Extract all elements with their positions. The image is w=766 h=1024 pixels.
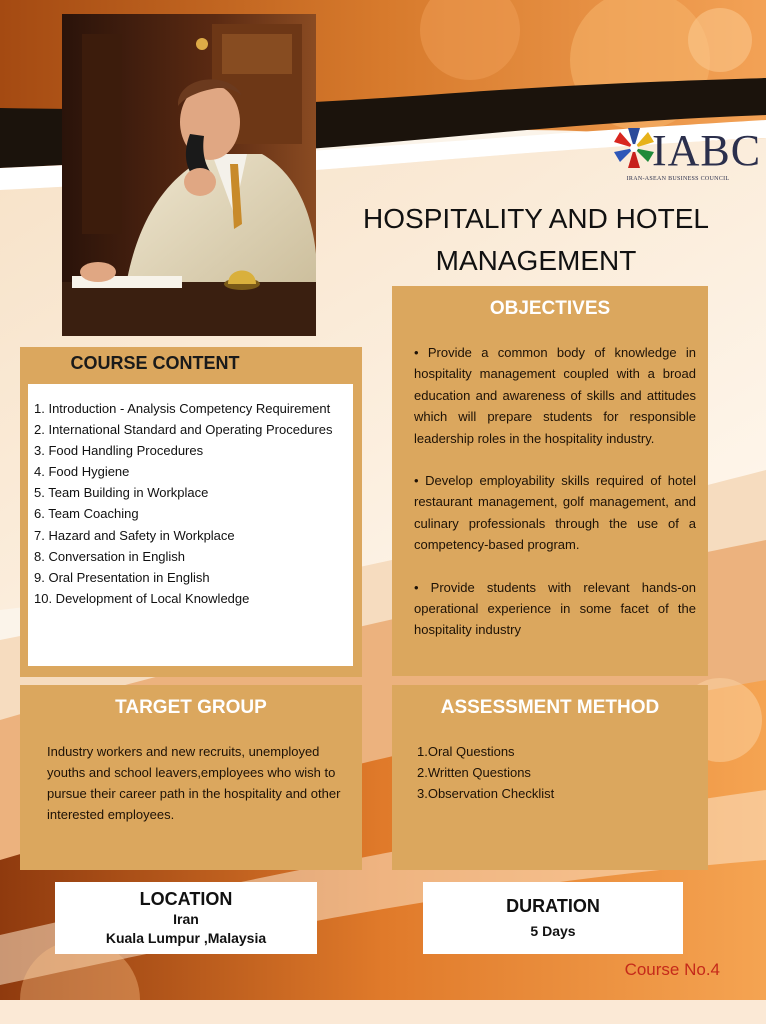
assessment-item: 1.Oral Questions bbox=[417, 744, 515, 759]
duration-box bbox=[423, 882, 683, 954]
page-title: HOSPITALITY AND HOTEL MANAGEMENT bbox=[363, 203, 709, 276]
assessment-heading: ASSESSMENT METHOD bbox=[440, 697, 660, 718]
objectives-list bbox=[414, 342, 696, 662]
target-group-heading: TARGET GROUP bbox=[115, 697, 267, 718]
objectives-panel bbox=[392, 286, 708, 676]
course-number: Course No.4 bbox=[624, 960, 720, 979]
course-item: 1. Introduction - Analysis Competency Requirement bbox=[34, 401, 331, 416]
location-line: Kuala Lumpur ,Malaysia bbox=[105, 930, 267, 946]
location-box bbox=[55, 882, 317, 954]
course-item: 9. Oral Presentation in English bbox=[34, 569, 210, 585]
duration-heading: DURATION bbox=[506, 896, 600, 916]
logo-wordmark: IABC bbox=[652, 126, 762, 175]
objective-item: • Provide a common body of knowledge in hospitality management coupled with a broad education and awareness of skills and attitudes which will prepare students for responsible leadership roles in the hospitality industry. bbox=[414, 345, 696, 446]
assessment-panel bbox=[392, 685, 708, 870]
iabc-logo bbox=[612, 126, 762, 188]
objectives-heading: OBJECTIVES bbox=[489, 298, 611, 319]
objective-item: • Develop employability skills required of hotel restaurant management, golf management, and culinary professionals through the use of a competency-based program. bbox=[414, 473, 696, 553]
course-content-panel bbox=[20, 347, 362, 677]
course-item: 6. Team Coaching bbox=[34, 506, 139, 522]
course-item: 7. Hazard and Safety in Workplace bbox=[34, 527, 235, 543]
receptionist-photo bbox=[62, 14, 316, 336]
duration-value: 5 Days bbox=[530, 923, 576, 939]
course-item: 8. Conversation in English bbox=[34, 548, 186, 564]
logo-subtitle: IRAN-ASEAN BUSINESS COUNCIL bbox=[626, 176, 730, 182]
target-group-panel bbox=[20, 685, 362, 870]
flags-flower-icon bbox=[612, 126, 656, 172]
course-content-list bbox=[34, 398, 332, 609]
course-item: 10. Development of Local Knowledge bbox=[34, 590, 250, 606]
assessment-item: 3.Observation Checklist bbox=[417, 786, 555, 801]
assessment-item: 2.Written Questions bbox=[417, 765, 531, 780]
objective-item: • Provide students with relevant hands-on operational experience in some facet of the hospitality industry bbox=[414, 579, 696, 638]
location-heading: LOCATION bbox=[139, 889, 233, 909]
assessment-list bbox=[417, 741, 554, 804]
course-item: 4. Food Hygiene bbox=[34, 464, 130, 480]
course-item: 2. International Standard and Operating Procedures bbox=[34, 422, 333, 438]
course-item: 5. Team Building in Workplace bbox=[34, 485, 209, 501]
location-line: Iran bbox=[173, 911, 199, 927]
course-content-box bbox=[28, 384, 353, 666]
course-item: 3. Food Handling Procedures bbox=[34, 443, 204, 459]
course-content-heading: COURSE CONTENT bbox=[70, 353, 240, 373]
target-group-text: Industry workers and new recruits, unemployed youths and school leavers,employees who wish to pursue their career path in the hospitality and other interested employees. bbox=[47, 744, 341, 822]
